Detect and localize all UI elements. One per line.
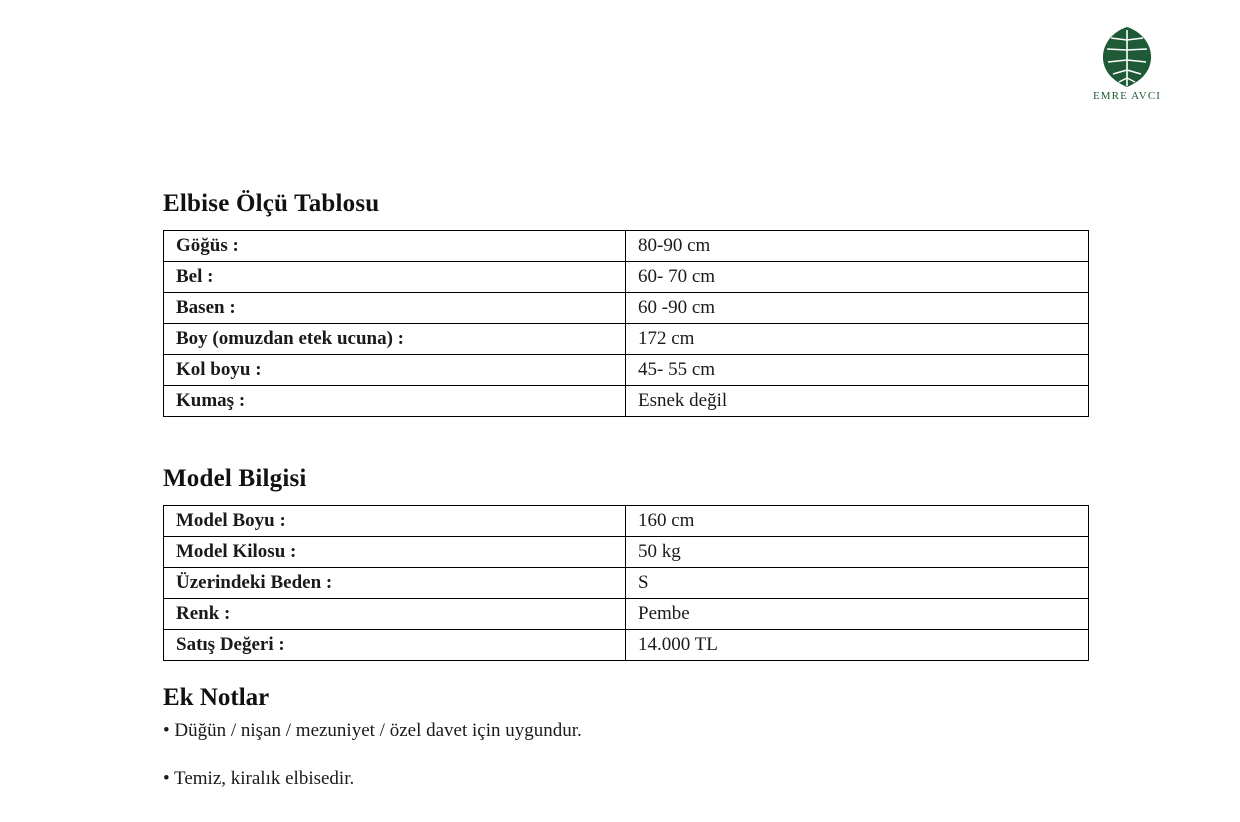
row-value: 172 cm bbox=[626, 324, 1089, 355]
row-value: 160 cm bbox=[626, 506, 1089, 537]
row-label: Bel : bbox=[164, 262, 626, 293]
row-value: 60- 70 cm bbox=[626, 262, 1089, 293]
row-value: 14.000 TL bbox=[626, 630, 1089, 661]
row-label: Model Kilosu : bbox=[164, 537, 626, 568]
row-label: Kol boyu : bbox=[164, 355, 626, 386]
table-row bbox=[164, 630, 1089, 661]
row-label: Basen : bbox=[164, 293, 626, 324]
table-row bbox=[164, 599, 1089, 630]
row-label: Kumaş : bbox=[164, 386, 626, 417]
table-row bbox=[164, 324, 1089, 355]
table-row bbox=[164, 293, 1089, 324]
row-value: 80-90 cm bbox=[626, 231, 1089, 262]
row-value: Pembe bbox=[626, 599, 1089, 630]
row-value: S bbox=[626, 568, 1089, 599]
table-row bbox=[164, 506, 1089, 537]
row-label: Üzerindeki Beden : bbox=[164, 568, 626, 599]
brand-name: EMRE AVCI bbox=[1092, 90, 1162, 102]
note-item: • Düğün / nişan / mezuniyet / özel davet için uygundur. bbox=[163, 720, 582, 741]
monstera-leaf-icon bbox=[1099, 26, 1155, 88]
table-row bbox=[164, 262, 1089, 293]
row-label: Boy (omuzdan etek ucuna) : bbox=[164, 324, 626, 355]
section-title-notes: Ek Notlar bbox=[163, 684, 270, 711]
row-label: Göğüs : bbox=[164, 231, 626, 262]
row-value: 45- 55 cm bbox=[626, 355, 1089, 386]
spacer bbox=[163, 417, 1063, 465]
note-item: • Temiz, kiralık elbisedir. bbox=[163, 767, 355, 789]
table-row bbox=[164, 355, 1089, 386]
brand-logo bbox=[1072, 26, 1182, 102]
table-row bbox=[164, 537, 1089, 568]
row-value: Esnek değil bbox=[626, 386, 1089, 417]
table-row bbox=[164, 386, 1089, 417]
table-row bbox=[164, 568, 1089, 599]
measurements-table bbox=[163, 230, 1089, 417]
row-value: 50 kg bbox=[626, 537, 1089, 568]
table-row bbox=[164, 231, 1089, 262]
section-title-model-info: Model Bilgisi bbox=[163, 465, 307, 492]
row-label: Renk : bbox=[164, 599, 626, 630]
row-label: Satış Değeri : bbox=[164, 630, 626, 661]
row-label: Model Boyu : bbox=[164, 506, 626, 537]
section-title-measurements: Elbise Ölçü Tablosu bbox=[163, 190, 380, 217]
document-content bbox=[163, 190, 1063, 790]
model-info-table bbox=[163, 505, 1089, 661]
row-value: 60 -90 cm bbox=[626, 293, 1089, 324]
